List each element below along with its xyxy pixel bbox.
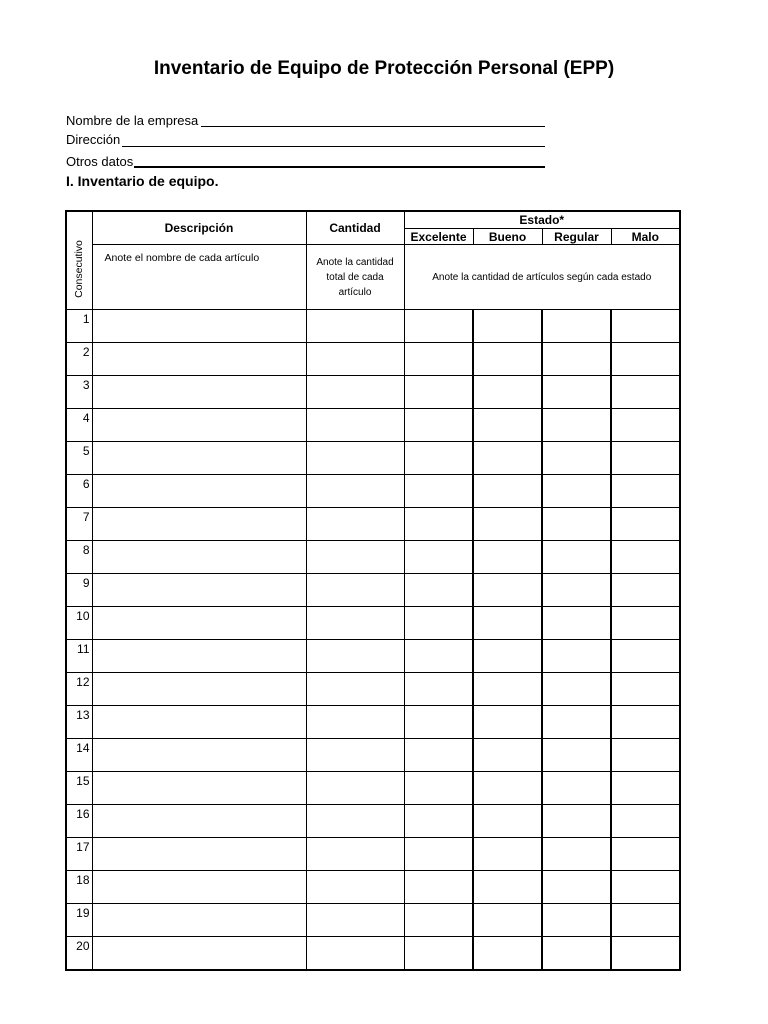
row-number: 12 [66, 673, 92, 706]
excelente-cell[interactable] [404, 772, 473, 805]
regular-cell[interactable] [542, 937, 611, 971]
row-number: 14 [66, 739, 92, 772]
consecutivo-header [66, 211, 92, 310]
company-name-line[interactable] [201, 126, 545, 127]
quantity-cell[interactable] [306, 607, 404, 640]
description-cell[interactable] [92, 541, 306, 574]
table-row [66, 541, 680, 574]
quantity-cell[interactable] [306, 409, 404, 442]
malo-cell[interactable] [611, 640, 680, 673]
regular-cell[interactable] [542, 607, 611, 640]
regular-cell[interactable] [542, 508, 611, 541]
bueno-cell[interactable] [473, 640, 542, 673]
estado-col-bueno: Bueno [473, 229, 542, 245]
malo-cell[interactable] [611, 805, 680, 838]
malo-cell[interactable] [611, 310, 680, 343]
other-data-line[interactable] [134, 166, 545, 168]
description-cell[interactable] [92, 442, 306, 475]
malo-cell[interactable] [611, 574, 680, 607]
row-number: 15 [66, 772, 92, 805]
regular-cell[interactable] [542, 640, 611, 673]
row-number: 4 [66, 409, 92, 442]
regular-cell[interactable] [542, 409, 611, 442]
other-data-label: Otros datos [66, 154, 134, 169]
excelente-cell[interactable] [404, 805, 473, 838]
excelente-cell[interactable] [404, 871, 473, 904]
row-number: 6 [66, 475, 92, 508]
inventory-rows [66, 310, 680, 971]
row-number: 17 [66, 838, 92, 871]
bueno-cell[interactable] [473, 409, 542, 442]
excelente-cell[interactable] [404, 607, 473, 640]
quantity-cell[interactable] [306, 442, 404, 475]
quantity-cell[interactable] [306, 673, 404, 706]
description-cell[interactable] [92, 475, 306, 508]
bueno-cell[interactable] [473, 739, 542, 772]
malo-cell[interactable] [611, 838, 680, 871]
description-cell[interactable] [92, 805, 306, 838]
bueno-cell[interactable] [473, 442, 542, 475]
malo-cell[interactable] [611, 376, 680, 409]
bueno-cell[interactable] [473, 376, 542, 409]
bueno-cell[interactable] [473, 475, 542, 508]
estado-col-excelente: Excelente [404, 229, 473, 245]
regular-cell[interactable] [542, 541, 611, 574]
quantity-cell[interactable] [306, 838, 404, 871]
regular-cell[interactable] [542, 739, 611, 772]
bueno-cell[interactable] [473, 541, 542, 574]
malo-cell[interactable] [611, 739, 680, 772]
malo-cell[interactable] [611, 904, 680, 937]
quantity-header: Cantidad [306, 211, 404, 245]
regular-cell[interactable] [542, 673, 611, 706]
description-cell[interactable] [92, 706, 306, 739]
description-cell[interactable] [92, 673, 306, 706]
excelente-cell[interactable] [404, 739, 473, 772]
bueno-cell[interactable] [473, 871, 542, 904]
address-line[interactable] [122, 146, 545, 147]
quantity-cell[interactable] [306, 937, 404, 971]
row-number: 8 [66, 541, 92, 574]
page-title: Inventario de Equipo de Protección Personal (EPP) [153, 58, 615, 79]
malo-cell[interactable] [611, 508, 680, 541]
row-number: 16 [66, 805, 92, 838]
bueno-cell[interactable] [473, 904, 542, 937]
row-number: 7 [66, 508, 92, 541]
malo-cell[interactable] [611, 937, 680, 971]
regular-cell[interactable] [542, 475, 611, 508]
quantity-cell[interactable] [306, 904, 404, 937]
quantity-cell[interactable] [306, 871, 404, 904]
bueno-cell[interactable] [473, 805, 542, 838]
table-row [66, 904, 680, 937]
table-row [66, 574, 680, 607]
quantity-cell[interactable] [306, 640, 404, 673]
row-number: 3 [66, 376, 92, 409]
description-note: Anote el nombre de cada artículo [92, 245, 306, 310]
malo-cell[interactable] [611, 607, 680, 640]
table-row [66, 937, 680, 971]
quantity-cell[interactable] [306, 343, 404, 376]
row-number: 10 [66, 607, 92, 640]
estado-note: Anote la cantidad de artículos según cada estado [404, 245, 680, 310]
description-cell[interactable] [92, 871, 306, 904]
table-row [66, 772, 680, 805]
excelente-cell[interactable] [404, 343, 473, 376]
row-number: 1 [66, 310, 92, 343]
excelente-cell[interactable] [404, 574, 473, 607]
description-cell[interactable] [92, 838, 306, 871]
row-number: 13 [66, 706, 92, 739]
regular-cell[interactable] [542, 574, 611, 607]
row-number: 11 [66, 640, 92, 673]
inventory-table [65, 210, 681, 971]
row-number: 19 [66, 904, 92, 937]
malo-cell[interactable] [611, 706, 680, 739]
quantity-cell[interactable] [306, 574, 404, 607]
quantity-cell[interactable] [306, 805, 404, 838]
table-row [66, 607, 680, 640]
table-row [66, 805, 680, 838]
excelente-cell[interactable] [404, 640, 473, 673]
table-row [66, 508, 680, 541]
regular-cell[interactable] [542, 376, 611, 409]
bueno-cell[interactable] [473, 310, 542, 343]
excelente-cell[interactable] [404, 310, 473, 343]
table-row [66, 739, 680, 772]
excelente-cell[interactable] [404, 904, 473, 937]
malo-cell[interactable] [611, 541, 680, 574]
quantity-cell[interactable] [306, 475, 404, 508]
excelente-cell[interactable] [404, 409, 473, 442]
description-cell[interactable] [92, 376, 306, 409]
table-row [66, 376, 680, 409]
bueno-cell[interactable] [473, 574, 542, 607]
excelente-cell[interactable] [404, 706, 473, 739]
malo-cell[interactable] [611, 871, 680, 904]
quantity-cell[interactable] [306, 739, 404, 772]
description-cell[interactable] [92, 409, 306, 442]
excelente-cell[interactable] [404, 475, 473, 508]
table-row [66, 706, 680, 739]
section-title: I. Inventario de equipo. [66, 173, 219, 189]
malo-cell[interactable] [611, 673, 680, 706]
row-number: 20 [66, 937, 92, 971]
bueno-cell[interactable] [473, 838, 542, 871]
row-number: 9 [66, 574, 92, 607]
malo-cell[interactable] [611, 772, 680, 805]
description-cell[interactable] [92, 640, 306, 673]
regular-cell[interactable] [542, 343, 611, 376]
description-cell[interactable] [92, 937, 306, 971]
row-number: 5 [66, 442, 92, 475]
bueno-cell[interactable] [473, 343, 542, 376]
bueno-cell[interactable] [473, 937, 542, 971]
malo-cell[interactable] [611, 442, 680, 475]
consecutivo-label: Consecutivo [73, 240, 86, 298]
regular-cell[interactable] [542, 805, 611, 838]
description-cell[interactable] [92, 904, 306, 937]
quantity-cell[interactable] [306, 508, 404, 541]
address-label: Dirección [66, 132, 121, 147]
regular-cell[interactable] [542, 838, 611, 871]
table-row [66, 442, 680, 475]
regular-cell[interactable] [542, 871, 611, 904]
malo-cell[interactable] [611, 409, 680, 442]
regular-cell[interactable] [542, 904, 611, 937]
estado-col-malo: Malo [611, 229, 680, 245]
description-header: Descripción [92, 211, 306, 245]
table-row [66, 640, 680, 673]
row-number: 2 [66, 343, 92, 376]
excelente-cell[interactable] [404, 541, 473, 574]
regular-cell[interactable] [542, 772, 611, 805]
regular-cell[interactable] [542, 310, 611, 343]
bueno-cell[interactable] [473, 706, 542, 739]
quantity-cell[interactable] [306, 541, 404, 574]
malo-cell[interactable] [611, 343, 680, 376]
table-row [66, 343, 680, 376]
quantity-note: Anote la cantidad total de cada artículo [306, 245, 404, 310]
malo-cell[interactable] [611, 475, 680, 508]
excelente-cell[interactable] [404, 673, 473, 706]
description-cell[interactable] [92, 508, 306, 541]
excelente-cell[interactable] [404, 376, 473, 409]
bueno-cell[interactable] [473, 673, 542, 706]
estado-header: Estado* [404, 211, 680, 229]
regular-cell[interactable] [542, 706, 611, 739]
excelente-cell[interactable] [404, 508, 473, 541]
quantity-cell[interactable] [306, 376, 404, 409]
quantity-cell[interactable] [306, 706, 404, 739]
description-cell[interactable] [92, 772, 306, 805]
table-row [66, 409, 680, 442]
table-row [66, 838, 680, 871]
description-cell[interactable] [92, 574, 306, 607]
description-cell[interactable] [92, 310, 306, 343]
table-row [66, 673, 680, 706]
bueno-cell[interactable] [473, 508, 542, 541]
excelente-cell[interactable] [404, 937, 473, 971]
bueno-cell[interactable] [473, 607, 542, 640]
estado-col-regular: Regular [542, 229, 611, 245]
excelente-cell[interactable] [404, 838, 473, 871]
table-row [66, 310, 680, 343]
row-number: 18 [66, 871, 92, 904]
bueno-cell[interactable] [473, 772, 542, 805]
description-cell[interactable] [92, 343, 306, 376]
table-row [66, 871, 680, 904]
description-cell[interactable] [92, 739, 306, 772]
quantity-cell[interactable] [306, 772, 404, 805]
quantity-cell[interactable] [306, 310, 404, 343]
regular-cell[interactable] [542, 442, 611, 475]
description-cell[interactable] [92, 607, 306, 640]
company-name-label: Nombre de la empresa [66, 113, 199, 128]
excelente-cell[interactable] [404, 442, 473, 475]
table-row [66, 475, 680, 508]
